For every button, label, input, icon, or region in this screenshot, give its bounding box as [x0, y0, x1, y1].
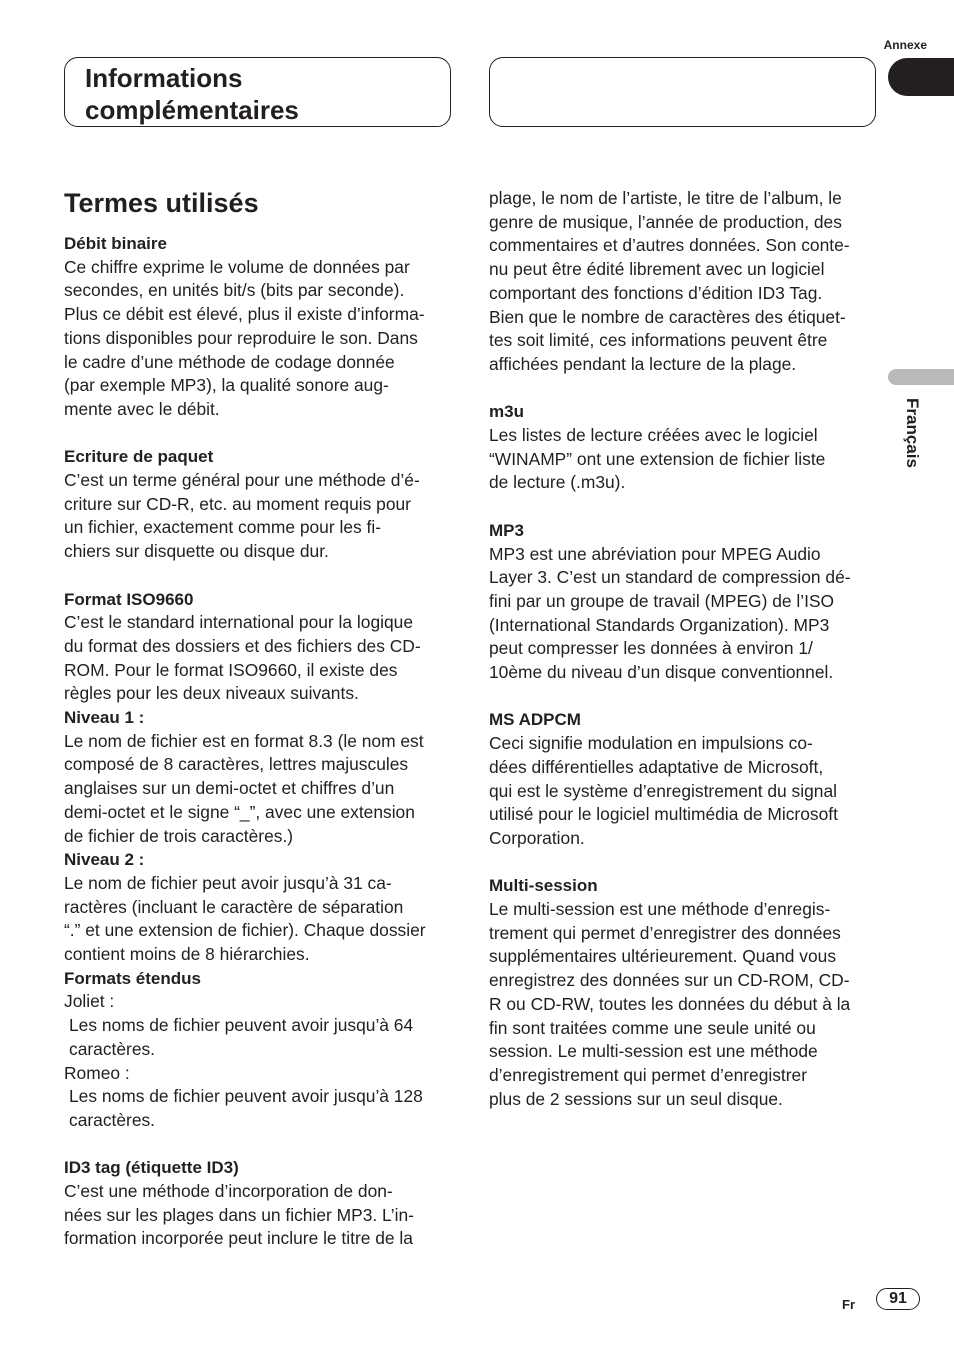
term-body: C’est une méthode d’incorporation de don- nées sur les plages dans un fichier MP3. L’in- formation incorporée peut inclure le titre de la — [64, 1181, 414, 1249]
romeo-label: Romeo : — [64, 1062, 130, 1083]
language-tab-marker — [888, 369, 954, 385]
niveau-1-title: Niveau 1 : — [64, 708, 145, 728]
page-number: 91 — [876, 1288, 920, 1310]
term-id3-tag — [64, 1156, 452, 1251]
niveau-1-body: Le nom de fichier est en format 8.3 (le nom est composé de 8 caractères, lettres majuscules anglaises sur un demi-octet et chiffres d’un demi-octet et le signe “_”, avec une extension de fichier de trois caractères.) — [64, 730, 424, 846]
page-title: Informations complémentaires — [85, 63, 299, 125]
formats-etendus-title: Formats étendus — [64, 968, 201, 988]
term-id3-continued — [489, 187, 877, 377]
language-label: Français — [903, 398, 922, 468]
term-body: plage, le nom de l’artiste, le titre de l’album, le genre de musique, l’année de production, des commentaires et d’autres données. Son conte- nu peut être édité librement avec un logiciel comportant des fonctions d’édition ID3 Tag. Bien que le nombre de caractères des étiquet- tes soit limité, ces informations peuvent être affichées pendant la lecture de la plage. — [489, 188, 850, 374]
joliet-body: Les noms de fichier peuvent avoir jusqu’à 64 caractères. — [69, 1015, 414, 1059]
term-title: ID3 tag (étiquette ID3) — [64, 1158, 239, 1178]
annexe-label: Annexe — [883, 38, 927, 52]
term-title: MP3 — [489, 520, 524, 540]
term-title: Multi-session — [489, 876, 598, 896]
term-multi-session — [489, 874, 877, 1111]
term-title: m3u — [489, 402, 524, 422]
niveau-2-body: Le nom de fichier peut avoir jusqu’à 31 ca- ractères (incluant le caractère de séparation “.” et une extension de fichier). Chaque dossier contient moins de 8 hiérarchies. — [64, 872, 426, 965]
term-body: C’est le standard international pour la logique du format des dossiers et des fichiers des CD- ROM. Pour le format ISO9660, il existe des règles pour les deux niveaux suivants. — [64, 612, 421, 704]
section-title: Termes utilisés — [64, 188, 259, 218]
header-empty-box — [489, 57, 876, 127]
term-body: MP3 est une abréviation pour MPEG Audio Layer 3. C’est un standard de compression dé- fini par un groupe de travail (MPEG) de l’ISO (International Standards Organization). MP3 peut compresser les données à environ 1/ 10ème du niveau d’un disque conventionnel. — [489, 543, 851, 683]
term-debit-binaire — [64, 232, 452, 422]
niveau-2-title: Niveau 2 : — [64, 850, 145, 870]
term-m3u — [489, 400, 877, 495]
term-body: Les listes de lecture créées avec le logiciel “WINAMP” ont une extension de fichier liste de lecture (.m3u). — [489, 425, 826, 493]
term-ms-adpcm — [489, 708, 877, 850]
term-title: MS ADPCM — [489, 710, 581, 730]
term-mp3 — [489, 519, 877, 685]
footer-language-code: Fr — [842, 1297, 855, 1312]
term-body: C’est un terme général pour une méthode d’é- criture sur CD-R, etc. au moment requis pour un fichier, exactement comme pour les fi- chiers sur disquette ou disque dur. — [64, 470, 420, 562]
term-title: Format ISO9660 — [64, 589, 194, 609]
romeo-body: Les noms de fichier peuvent avoir jusqu’à 128 caractères. — [69, 1086, 423, 1130]
term-format-iso9660 — [64, 588, 452, 1133]
term-body: Le multi-session est une méthode d’enregis- trement qui permet d’enregistrer des données supplémentaires ultérieurement. Quand vous enregistrez des données sur un CD-ROM, CD- R ou CD-RW, toutes les données du début à la fin sont traitées comme une seule unité ou session. Le multi-session est une méthode d’enregistrement qui permet d’enregistrer plus de 2 sessions sur un seul disque. — [489, 899, 851, 1109]
term-body: Ce chiffre exprime le volume de données par secondes, en unités bit/s (bits par seconde). Plus ce débit est élevé, plus il existe d’informa- tions disponibles pour reproduire le son. Dans le cadre d’une méthode de codage donnée (par exemple MP3), la qualité sonore aug- mente avec le débit. — [64, 256, 425, 419]
term-title: Ecriture de paquet — [64, 447, 214, 467]
header-title-box — [64, 57, 451, 127]
term-ecriture-de-paquet — [64, 445, 452, 564]
right-column — [489, 187, 877, 1135]
term-title: Débit binaire — [64, 234, 167, 253]
term-body: Ceci signifie modulation en impulsions co- dées différentielles adaptative de Microsoft, qui est le système d’enregistrement du signal utilisé pour le logiciel multimédia de Microsoft Corporation. — [489, 733, 838, 848]
joliet-label: Joliet : — [64, 991, 115, 1012]
annexe-tab-marker — [888, 58, 954, 96]
left-column — [64, 186, 452, 1275]
